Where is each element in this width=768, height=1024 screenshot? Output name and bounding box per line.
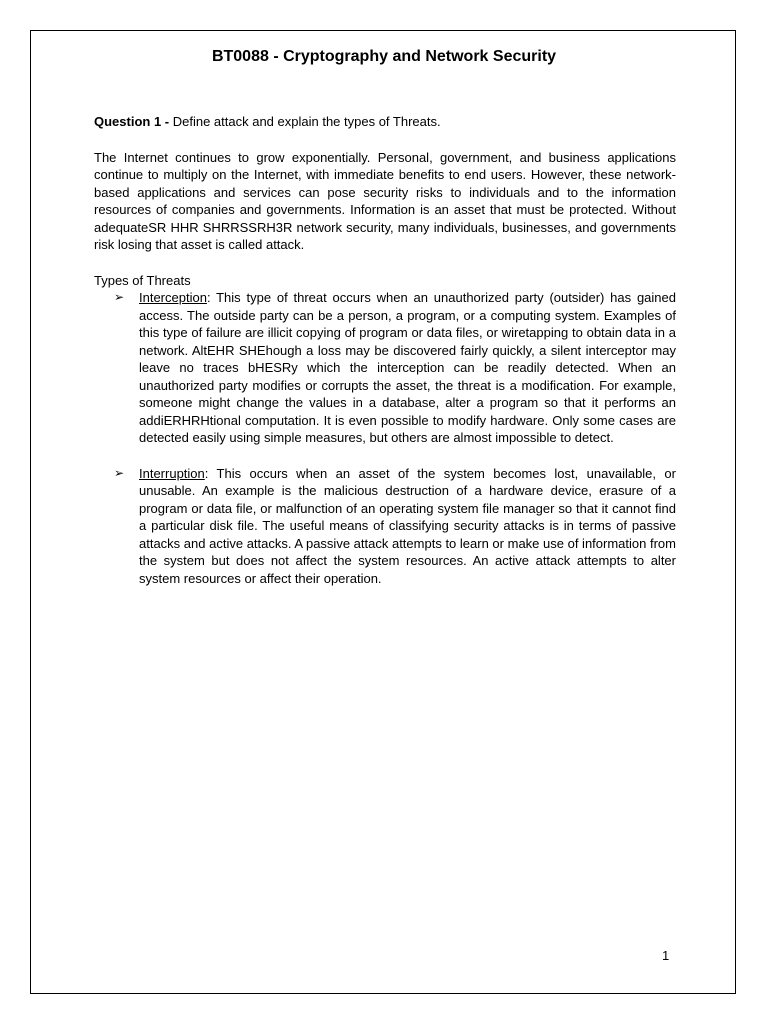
threat-term: Interception: [139, 290, 207, 305]
threat-item-interruption: [94, 465, 676, 588]
arrow-bullet-icon: ➢: [114, 465, 125, 480]
threat-description: : This type of threat occurs when an unauthorized party (outsider) has gained access. The outside party can be a person, a program, or a computing system. Examples of this type of failure are illicit copying of program or data files, or wiretapping to obtain data in a network. AltEHR SHEhough a loss may be discovered fairly quickly, a silent interceptor may leave no traces bHESRy which the interception can be readily detected. When an unauthorized party modifies or corrupts the asset, the threat is a modification. For example, someone might change the values in a database, alter a program so that it performs an addiERHRHtional computation. It is even possible to modify hardware. Only some cases are detected easily using simple measures, but others are almost impossible to detect.: [139, 290, 676, 445]
threat-description: : This occurs when an asset of the system becomes lost, unavailable, or unusable. An example is the malicious destruction of a hardware device, erasure of a program or data file, or malfunction of an operating system file manager so that it cannot find a particular disk file. The useful means of classifying security attacks is in terms of passive attacks and active attacks. A passive attack attempts to learn or make use of information from the system but does not affect the system resources. An active attack attempts to alter system resources or affect their operation.: [139, 465, 676, 586]
document-title: BT0088 - Cryptography and Network Security: [211, 48, 557, 65]
arrow-bullet-icon: ➢: [114, 290, 125, 304]
question-text: Define attack and explain the types of Threats.: [172, 114, 441, 129]
threat-item-interception: [94, 289, 676, 447]
document-body: [94, 113, 676, 605]
types-heading: Types of Threats: [94, 272, 191, 288]
question-label: Question 1 -: [94, 114, 173, 129]
page-number: 1: [662, 948, 670, 963]
question-line: [94, 113, 676, 131]
intro-paragraph: The Internet continues to grow exponentially. Personal, government, and business applications continue to multiply on the Internet, with immediate benefits to end users. However, these network-based applications and services can pose security risks to individuals and to the information resources of companies and governments. Information is an asset that must be protected. Without adequateSR HHR SHRRSSRH3R network security, many individuals, businesses, and governments risk losing that asset is called attack.: [94, 149, 676, 252]
threat-list: [94, 289, 676, 587]
threat-term: Interruption: [139, 465, 205, 481]
